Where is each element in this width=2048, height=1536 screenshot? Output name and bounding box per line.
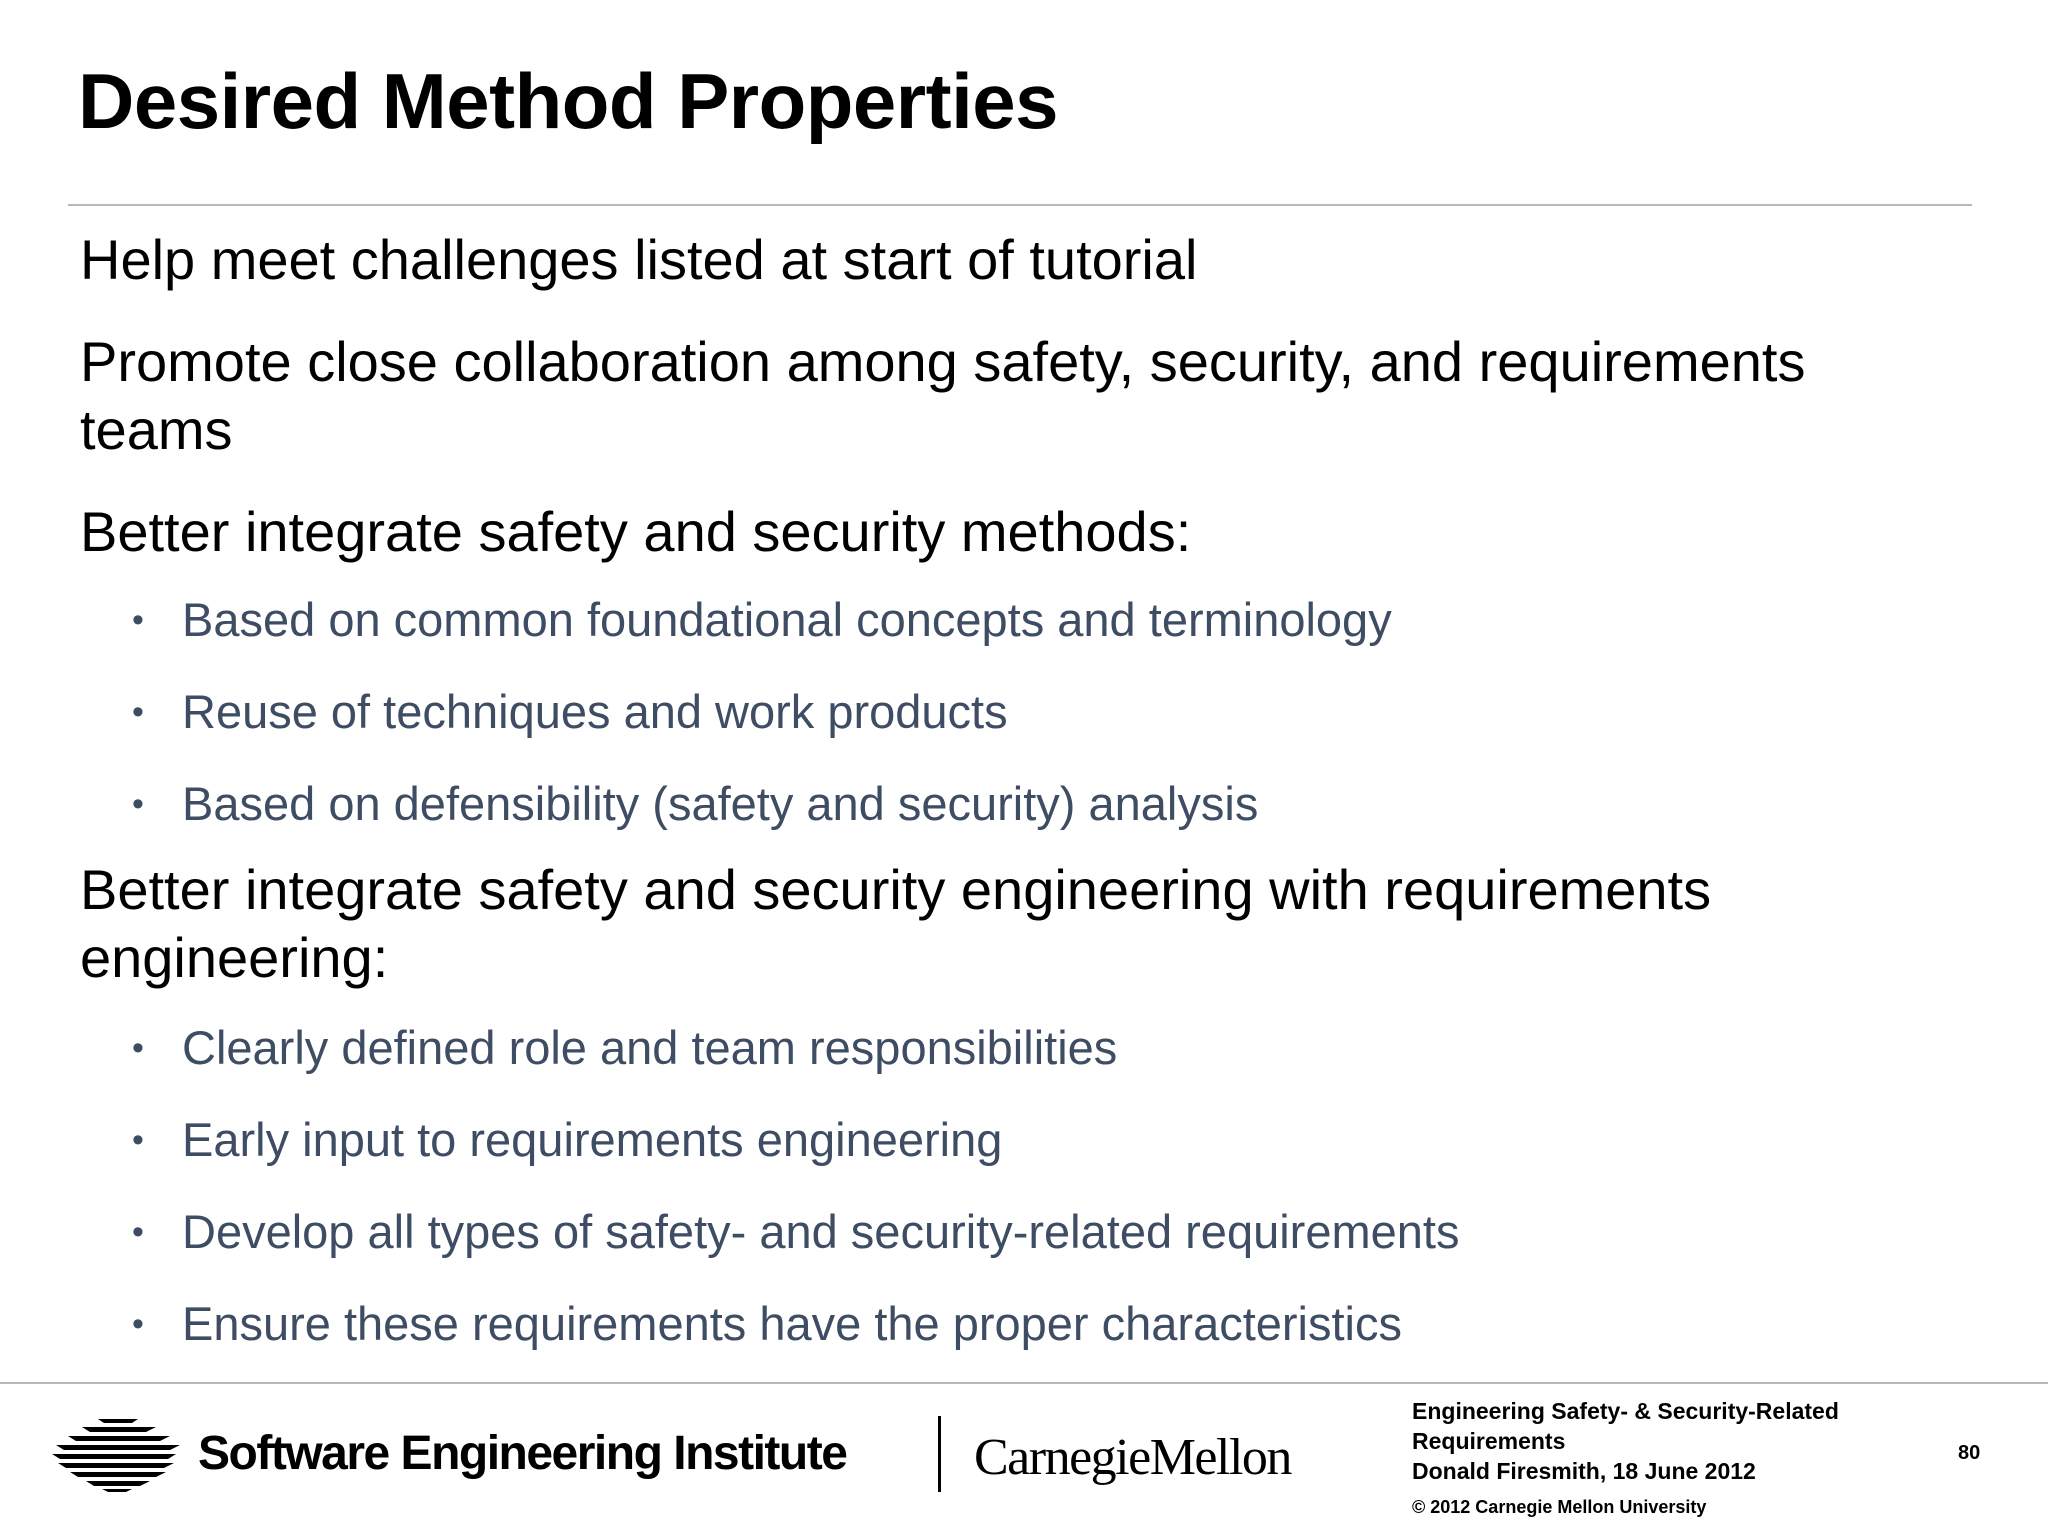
bullet-dot-icon: • [132,1029,144,1067]
footer-course-title: Engineering Safety- & Security-Related [1412,1398,1839,1424]
slide-body [80,226,1960,1354]
title-divider [68,204,1972,206]
bullet-item [80,1202,1960,1262]
paragraph-challenges: Help meet challenges listed at start of tutorial [80,228,1198,291]
bullet-text: Early input to requirements engineering [182,1113,1003,1166]
cmu-wordmark: CarnegieMellon [974,1429,1291,1486]
paragraph-integrate-methods: Better integrate safety and security methods: [80,500,1192,563]
bullet-dot-icon: • [132,785,144,823]
bullet-item [80,774,1960,834]
bullet-text: Based on common foundational concepts and terminology [182,593,1392,646]
bullet-dot-icon: • [132,601,144,639]
bullet-item [80,590,1960,650]
bullet-text: Reuse of techniques and work products [182,685,1008,738]
page-number: 80 [1958,1442,1981,1464]
footer-divider [0,1382,2048,1384]
paragraph-integrate-engineering: Better integrate safety and security engineering with requirements engineering: [80,858,1712,989]
sei-logo-icon [52,1417,180,1493]
bullet-dot-icon: • [132,1213,144,1251]
sei-wordmark: Software Engineering Institute [198,1427,847,1480]
bullet-dot-icon: • [132,1121,144,1159]
bullet-item [80,682,1960,742]
footer-course-title-cont: Requirements [1412,1428,1566,1454]
bullet-text: Ensure these requirements have the proper characteristics [182,1297,1403,1350]
bullet-text: Develop all types of safety- and security-related requirements [182,1205,1460,1258]
bullet-text: Based on defensibility (safety and security) analysis [182,777,1259,830]
bullet-dot-icon: • [132,693,144,731]
bullet-dot-icon: • [132,1305,144,1343]
paragraph-collaboration: Promote close collaboration among safety, security, and requirements teams [80,330,1806,461]
slide-title: Desired Method Properties [78,57,1059,145]
footer-info [1412,1396,1839,1486]
footer-author-date: Donald Firesmith, 18 June 2012 [1412,1458,1756,1484]
bullet-item [80,1018,1960,1078]
bullet-text: Clearly defined role and team responsibilities [182,1021,1118,1074]
logo-divider [938,1416,941,1492]
copyright-text: © 2012 Carnegie Mellon University [1412,1497,1707,1517]
bullet-item [80,1110,1960,1170]
bullet-item [80,1294,1960,1354]
